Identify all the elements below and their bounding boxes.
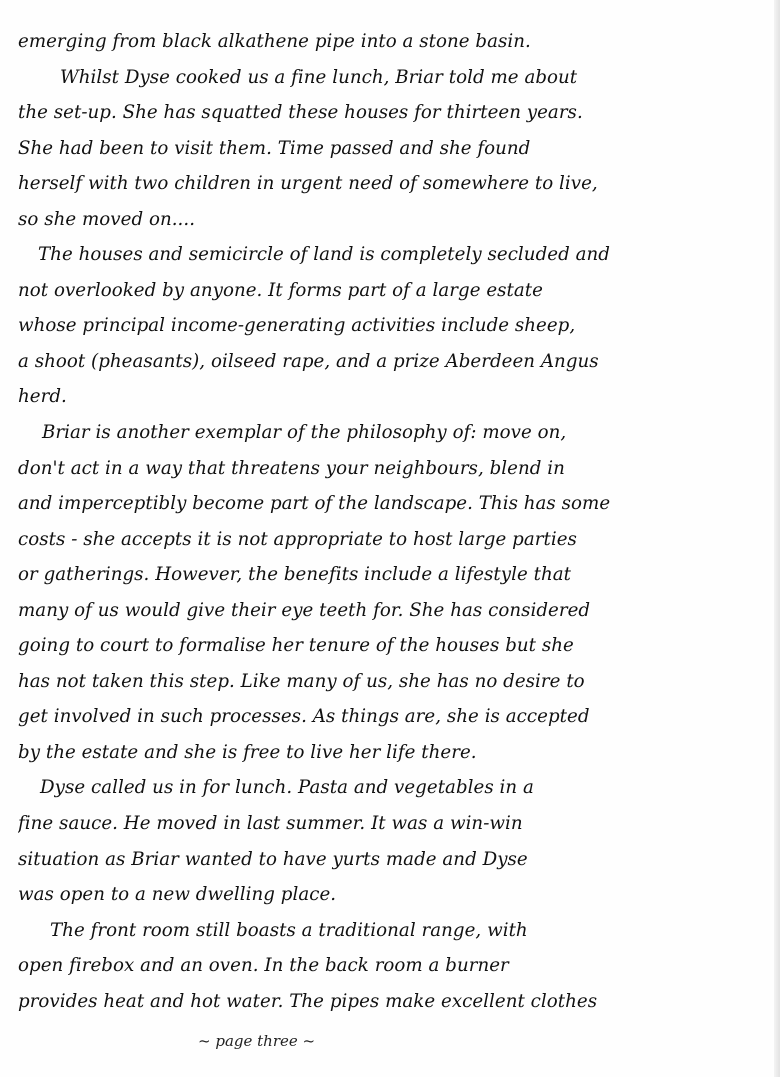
text-line: herd. xyxy=(18,386,67,408)
text-line: has not taken this step. Like many of us, she has no desire to xyxy=(18,670,585,692)
handwritten-text-block xyxy=(18,24,760,1019)
text-line: herself with two children in urgent need of somewhere to live, xyxy=(18,173,598,195)
text-line: provides heat and hot water. The pipes make excellent clothes xyxy=(18,990,598,1012)
text-line: Whilst Dyse cooked us a fine lunch, Briar told me about xyxy=(60,66,578,88)
page-footer: ~ page three ~ xyxy=(198,1032,316,1050)
text-line: or gatherings. However, the benefits include a lifestyle that xyxy=(18,564,572,586)
text-line: emerging from black alkathene pipe into a stone basin. xyxy=(18,31,531,52)
text-line: whose principal income-generating activities include sheep, xyxy=(18,315,576,337)
text-line: not overlooked by anyone. It forms part of a large estate xyxy=(18,279,543,301)
text-line: situation as Briar wanted to have yurts made and Dyse xyxy=(18,848,528,870)
text-line: costs - she accepts it is not appropriate to host large parties xyxy=(18,528,577,550)
page-edge-shadow xyxy=(774,0,780,1077)
text-line: by the estate and she is free to live her life there. xyxy=(18,741,477,763)
text-line: The houses and semicircle of land is completely secluded and xyxy=(38,244,610,266)
text-line: a shoot (pheasants), oilseed rape, and a prize Aberdeen Angus xyxy=(18,350,599,372)
text-line: going to court to formalise her tenure of the houses but she xyxy=(18,635,574,657)
text-line: open firebox and an oven. In the back room a burner xyxy=(18,955,509,977)
text-line: fine sauce. He moved in last summer. It was a win-win xyxy=(18,813,523,835)
text-line: so she moved on.... xyxy=(18,208,196,230)
text-line: don't act in a way that threatens your neighbours, blend in xyxy=(18,457,565,479)
text-line: Briar is another exemplar of the philosophy of: move on, xyxy=(42,422,567,444)
text-line: the set-up. She has squatted these houses for thirteen years. xyxy=(18,102,583,124)
text-line: and imperceptibly become part of the landscape. This has some xyxy=(18,493,611,515)
text-line: get involved in such processes. As things are, she is accepted xyxy=(18,706,590,728)
text-line: many of us would give their eye teeth for. She has considered xyxy=(18,599,591,621)
text-line: The front room still boasts a traditional range, with xyxy=(50,919,528,941)
text-line: Dyse called us in for lunch. Pasta and vegetables in a xyxy=(40,777,534,799)
text-line: She had been to visit them. Time passed and she found xyxy=(18,137,531,159)
text-line: was open to a new dwelling place. xyxy=(18,884,337,906)
